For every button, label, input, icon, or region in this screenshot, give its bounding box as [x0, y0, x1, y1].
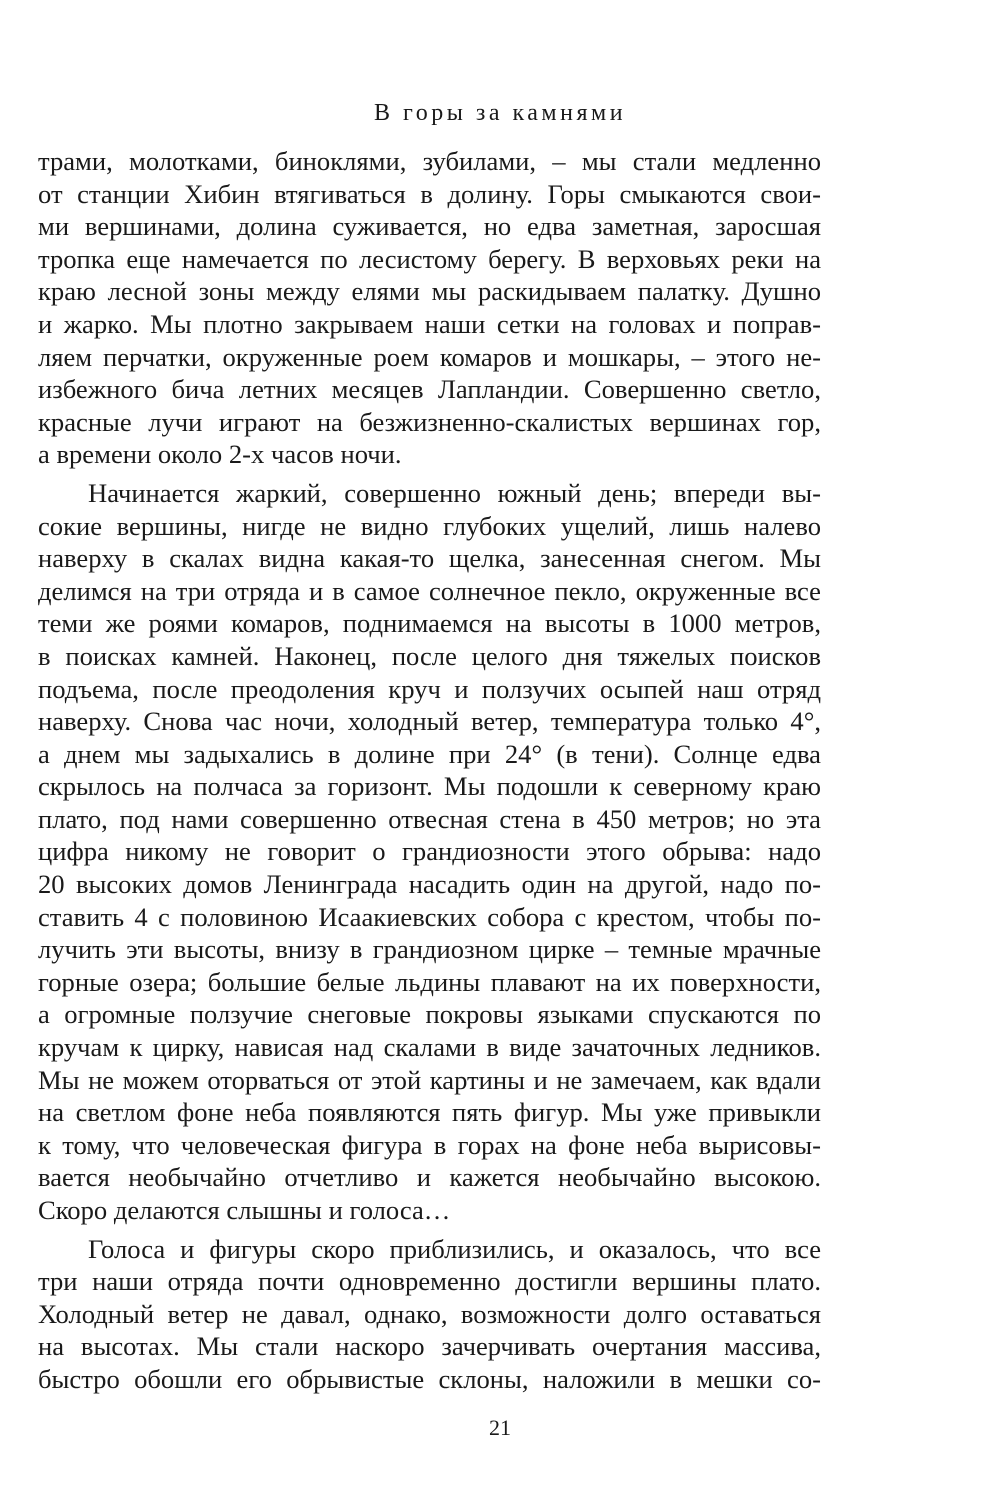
- page-number: 21: [489, 1415, 511, 1440]
- text-line: подъема, после преодоления круч и ползучих осыпей наш отряд: [38, 673, 821, 704]
- text-line: избежного бича летних месяцев Лапландии. Совершенно светло,: [38, 374, 821, 405]
- text-line: кручам к цирку, нависая над скалами в виде зачаточных ледников.: [38, 1032, 821, 1063]
- text-line: к тому, что человеческая фигура в горах на фоне неба вырисовы-: [38, 1129, 821, 1160]
- running-head: В горы за камнями: [373, 100, 627, 126]
- text-line: а огромные ползучие снеговые покровы языками спускаются по: [38, 999, 821, 1030]
- paragraph: [38, 145, 821, 471]
- text-line: Голоса и фигуры скоро приблизились, и оказалось, что все: [88, 1233, 821, 1264]
- text-line: и жарко. Мы плотно закрываем наши сетки на головах и поправ-: [38, 308, 821, 339]
- text-line: лучить эти высоты, внизу в грандиозном цирке – темные мрачные: [38, 934, 821, 965]
- text-line: ставить 4 с половиною Исаакиевских собора с крестом, чтобы по-: [38, 901, 821, 932]
- text-line: делимся на три отряда и в самое солнечное пекло, окруженные все: [38, 575, 821, 606]
- text-line: красные лучи играют на безжизненно-скалистых вершинах гор,: [38, 406, 821, 437]
- text-line: а времени около 2-х часов ночи.: [38, 439, 402, 470]
- text-line: наверху. Снова час ночи, холодный ветер, температура только 4°,: [38, 706, 821, 737]
- text-line: в поисках камней. Наконец, после целого дня тяжелых поисков: [38, 640, 821, 671]
- text-line: от станции Хибин втягиваться в долину. Горы смыкаются свои-: [38, 178, 821, 209]
- text-line: Начинается жаркий, совершенно южный день; впереди вы-: [88, 477, 821, 508]
- paragraph: [38, 1233, 821, 1396]
- text-line: трами, молотками, биноклями, зубилами, – мы стали медленно: [38, 146, 821, 176]
- text-line: теми же роями комаров, поднимаемся на высоты в 1000 метров,: [38, 608, 821, 639]
- text-line: цифра никому не говорит о грандиозности этого обрыва: надо: [38, 836, 821, 867]
- paragraph: [38, 477, 821, 1227]
- text-line: 20 высоких домов Ленинграда насадить один на другой, надо по-: [38, 869, 821, 900]
- text-line: вается необычайно отчетливо и кажется необычайно высокою.: [38, 1162, 821, 1193]
- text-line: Скоро делаются слышны и голоса…: [38, 1195, 451, 1225]
- text-line: горные озера; большие белые льдины плавают на их поверхности,: [38, 966, 821, 997]
- text-line: Мы не можем оторваться от этой картины и не замечаем, как вдали: [38, 1064, 821, 1095]
- text-line: тропка еще намечается по лесистому берегу. В верховьях реки на: [38, 243, 821, 274]
- text-line: Холодный ветер не давал, однако, возможности долго оставаться: [38, 1298, 821, 1329]
- text-line: сокие вершины, нигде не видно глубоких ущелий, лишь налево: [38, 510, 821, 541]
- text-line: а днем мы задыхались в долине при 24° (в тени). Солнце едва: [38, 738, 821, 769]
- text-line: три наши отряда почти одновременно достигли вершины плато.: [38, 1266, 821, 1297]
- body-text: [38, 145, 821, 1396]
- text-line: быстро обошли его обрывистые склоны, наложили в мешки со-: [38, 1363, 821, 1394]
- text-line: наверху в скалах видна какая-то щелка, занесенная снегом. Мы: [38, 543, 821, 574]
- text-line: скрылось на полчаса за горизонт. Мы подошли к северному краю: [38, 771, 821, 802]
- text-line: на высотах. Мы стали наскоро зачерчивать очертания массива,: [38, 1331, 821, 1362]
- text-line: краю лесной зоны между елями мы раскидываем палатку. Душно: [38, 276, 821, 307]
- text-line: на светлом фоне неба появляются пять фигур. Мы уже привыкли: [38, 1097, 821, 1128]
- text-line: плато, под нами совершенно отвесная стена в 450 метров; но эта: [38, 803, 821, 834]
- text-line: ми вершинами, долина суживается, но едва заметная, заросшая: [38, 211, 821, 242]
- text-line: ляем перчатки, окруженные роем комаров и мошкары, – этого не-: [38, 341, 821, 372]
